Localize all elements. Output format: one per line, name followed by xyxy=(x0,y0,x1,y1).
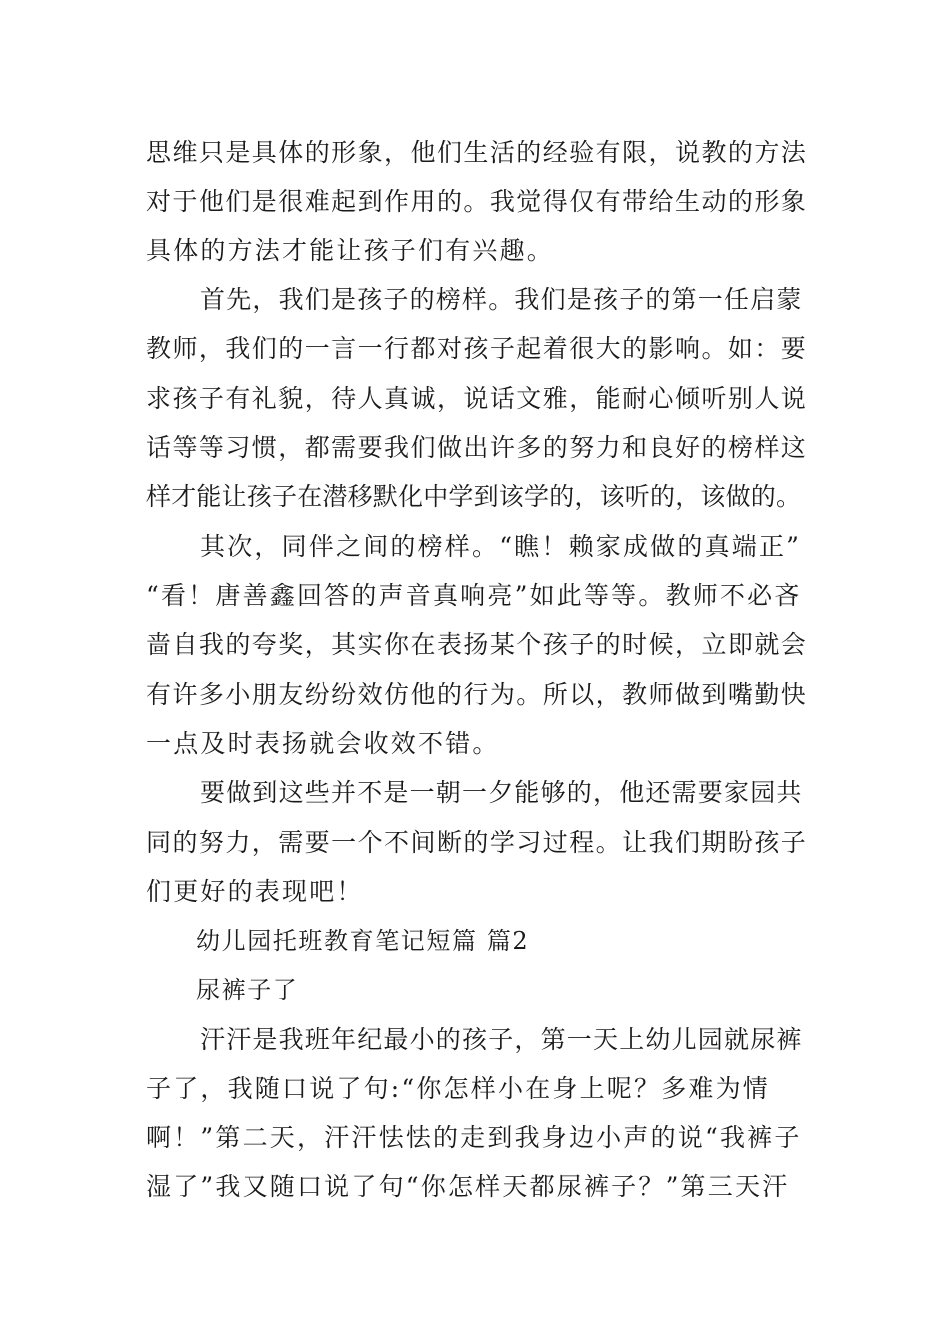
section-heading: 幼儿园托班教育笔记短篇 篇2 xyxy=(196,927,530,955)
paragraph-line: 湿了”我又随口说了句“你怎样天都尿裤子？”第三天汗 xyxy=(146,1172,790,1201)
paragraph-line: 首先，我们是孩子的榜样。我们是孩子的第一任启蒙 xyxy=(200,285,803,314)
paragraph-line: 啊！”第二天，汗汗怯怯的走到我身边小声的说“我裤子 xyxy=(146,1123,802,1152)
paragraph-line: 汗汗是我班年纪最小的孩子，第一天上幼儿园就尿裤 xyxy=(200,1025,803,1054)
paragraph-line: 其次，同伴之间的榜样。“瞧！赖家成做的真端正” xyxy=(200,532,802,561)
paragraph-line: 教师，我们的一言一行都对孩子起着很大的影响。如：要 xyxy=(146,334,808,363)
paragraph-line: 一点及时表扬就会收效不错。 xyxy=(146,729,500,758)
paragraph-line: 思维只是具体的形象，他们生活的经验有限，说教的方法 xyxy=(146,138,808,167)
paragraph-line: 样才能让孩子在潜移默化中学到该学的，该听的，该做的。 xyxy=(146,482,802,511)
paragraph-line: 对于他们是很难起到作用的。我觉得仅有带给生动的形象 xyxy=(146,187,808,216)
paragraph-line: 具体的方法才能让孩子们有兴趣。 xyxy=(146,236,555,265)
paragraph-line: 啬自我的夸奖，其实你在表扬某个孩子的时候，立即就会 xyxy=(146,630,808,659)
paragraph-line: 话等等习惯，都需要我们做出许多的努力和良好的榜样这 xyxy=(146,433,808,462)
section-subtitle: 尿裤子了 xyxy=(196,976,299,1004)
paragraph-line: 子了，我随口说了句:“你怎样小在身上呢？多难为情 xyxy=(146,1074,771,1103)
paragraph-line: 们更好的表现吧！ xyxy=(146,877,364,906)
paragraph-line: “看！唐善鑫回答的声音真响亮”如此等等。教师不必吝 xyxy=(146,581,802,610)
paragraph-line: 求孩子有礼貌，待人真诚，说话文雅，能耐心倾听别人说 xyxy=(146,384,808,413)
paragraph-line: 有许多小朋友纷纷效仿他的行为。所以，教师做到嘴勤快 xyxy=(146,680,808,709)
paragraph-line: 要做到这些并不是一朝一夕能够的，他还需要家园共 xyxy=(200,778,803,807)
paragraph-line: 同的努力，需要一个不间断的学习过程。让我们期盼孩子 xyxy=(146,828,808,857)
